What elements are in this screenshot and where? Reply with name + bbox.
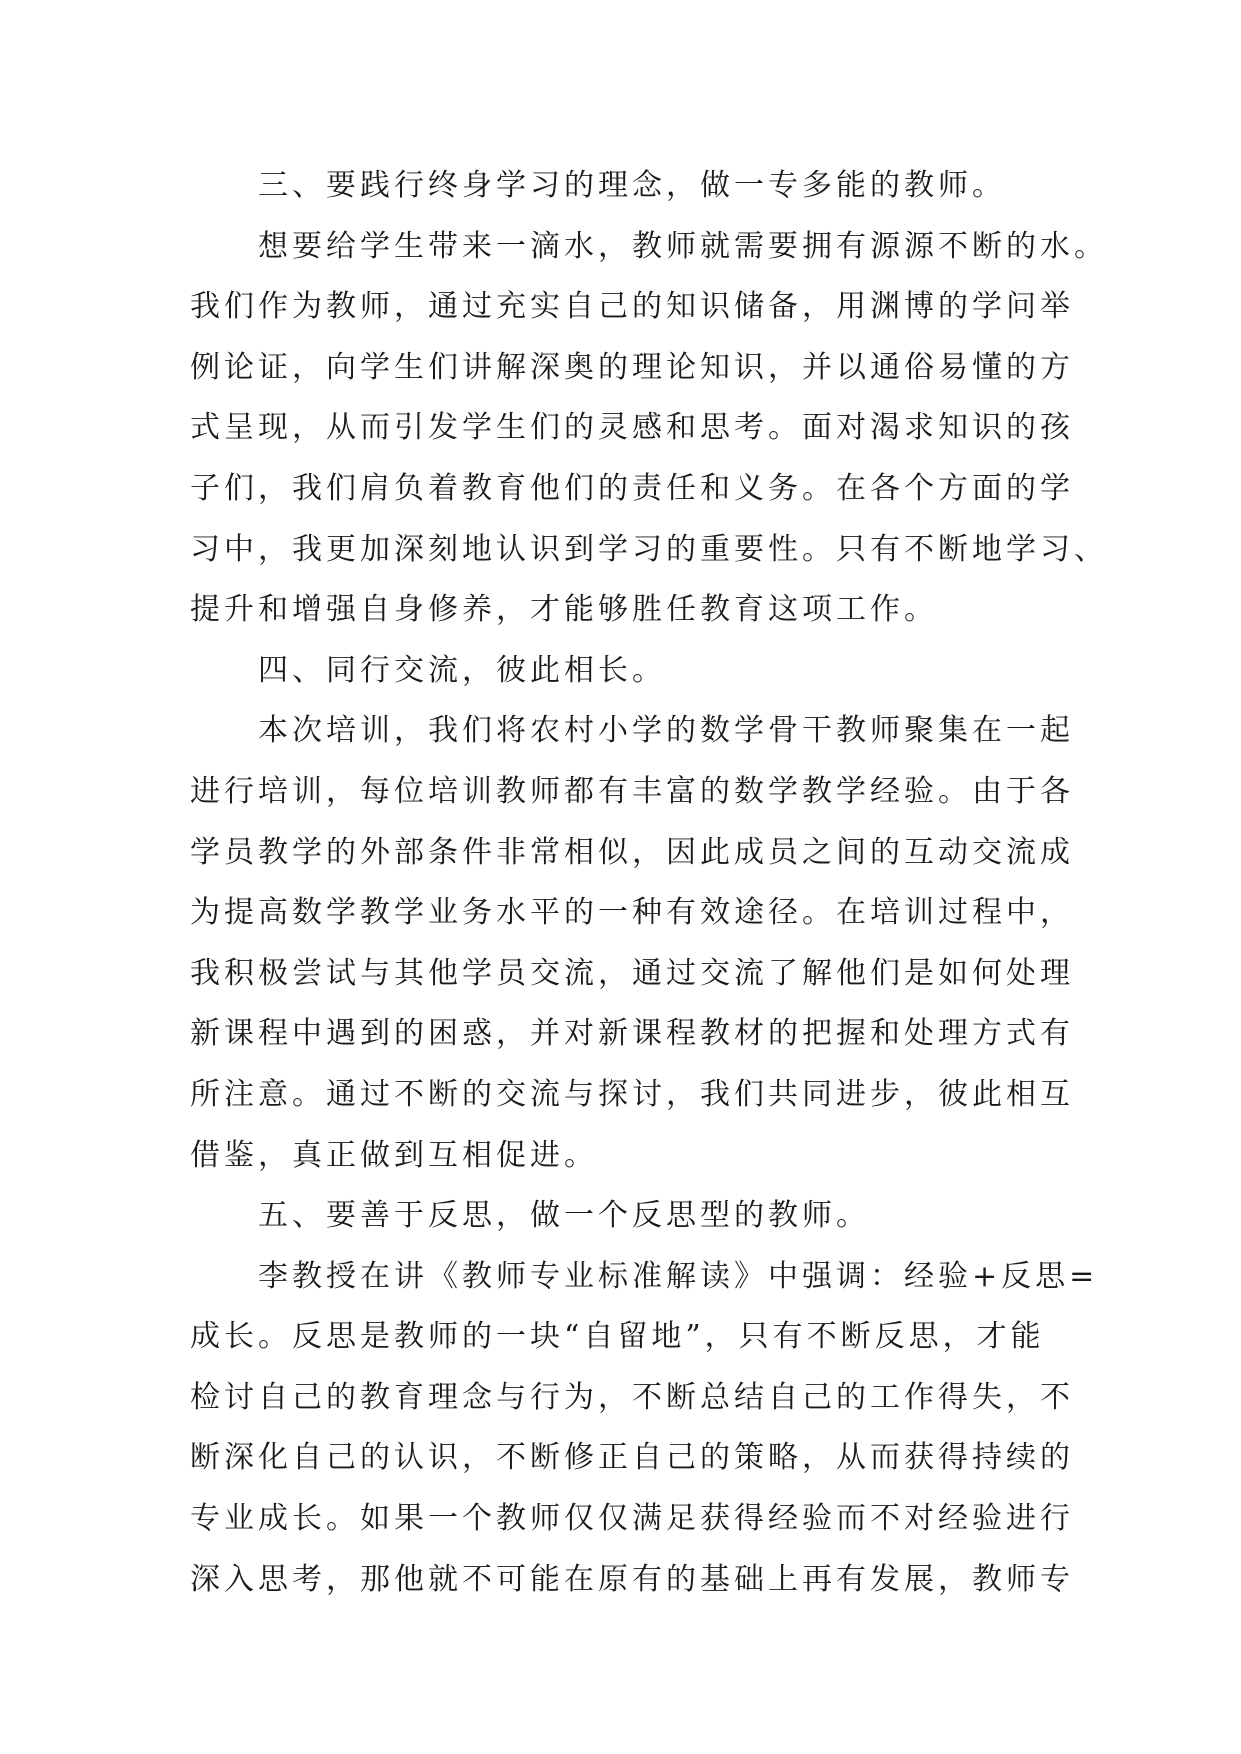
paragraph-line: 专业成长。如果一个教师仅仅满足获得经验而不对经验进行 xyxy=(190,1501,1074,1537)
paragraph-line: 我们作为教师，通过充实自己的知识储备，用渊博的学问举 xyxy=(190,289,1074,325)
paragraph-line: 借鉴，真正做到互相促进。 xyxy=(190,1137,598,1173)
paragraph-line: 断深化自己的认识，不断修正自己的策略，从而获得持续的 xyxy=(190,1440,1074,1476)
paragraph-line: 成长。反思是教师的一块“自留地”，只有不断反思，才能 xyxy=(190,1319,1045,1355)
paragraph-line: 所注意。通过不断的交流与探讨，我们共同进步，彼此相互 xyxy=(190,1076,1074,1112)
paragraph-line: 检讨自己的教育理念与行为，不断总结自己的工作得失，不 xyxy=(190,1379,1074,1415)
paragraph-line: 子们，我们肩负着教育他们的责任和义务。在各个方面的学 xyxy=(190,470,1074,506)
paragraph-line: 本次培训，我们将农村小学的数学骨干教师聚集在一起 xyxy=(258,713,1074,749)
paragraph-line: 为提高数学教学业务水平的一种有效途径。在培训过程中， xyxy=(190,895,1074,931)
paragraph-line: 我积极尝试与其他学员交流，通过交流了解他们是如何处理 xyxy=(190,955,1074,991)
paragraph-line: 例论证，向学生们讲解深奥的理论知识，并以通俗易懂的方 xyxy=(190,349,1074,385)
section-heading-5: 五、要善于反思，做一个反思型的教师。 xyxy=(258,1198,870,1234)
paragraph-line: 学员教学的外部条件非常相似，因此成员之间的互动交流成 xyxy=(190,834,1074,870)
paragraph-line: 式呈现，从而引发学生们的灵感和思考。面对渴求知识的孩 xyxy=(190,410,1074,446)
section-heading-4: 四、同行交流，彼此相长。 xyxy=(258,652,666,688)
paragraph-line: 新课程中遇到的困惑，并对新课程教材的把握和处理方式有 xyxy=(190,1016,1074,1052)
paragraph-line: 进行培训，每位培训教师都有丰富的数学教学经验。由于各 xyxy=(190,773,1074,809)
paragraph-line: 深入思考，那他就不可能在原有的基础上再有发展，教师专 xyxy=(190,1561,1074,1597)
paragraph-line: 李教授在讲《教师专业标准解读》中强调：经验+反思= xyxy=(258,1258,1099,1294)
paragraph-line: 习中，我更加深刻地认识到学习的重要性。只有不断地学习、 xyxy=(190,531,1108,567)
document-body xyxy=(190,156,1108,1610)
paragraph-line: 想要给学生带来一滴水，教师就需要拥有源源不断的水。 xyxy=(258,228,1108,264)
paragraph-line: 提升和增强自身修养，才能够胜任教育这项工作。 xyxy=(190,592,938,628)
section-heading-3: 三、要践行终身学习的理念，做一专多能的教师。 xyxy=(258,168,1006,203)
